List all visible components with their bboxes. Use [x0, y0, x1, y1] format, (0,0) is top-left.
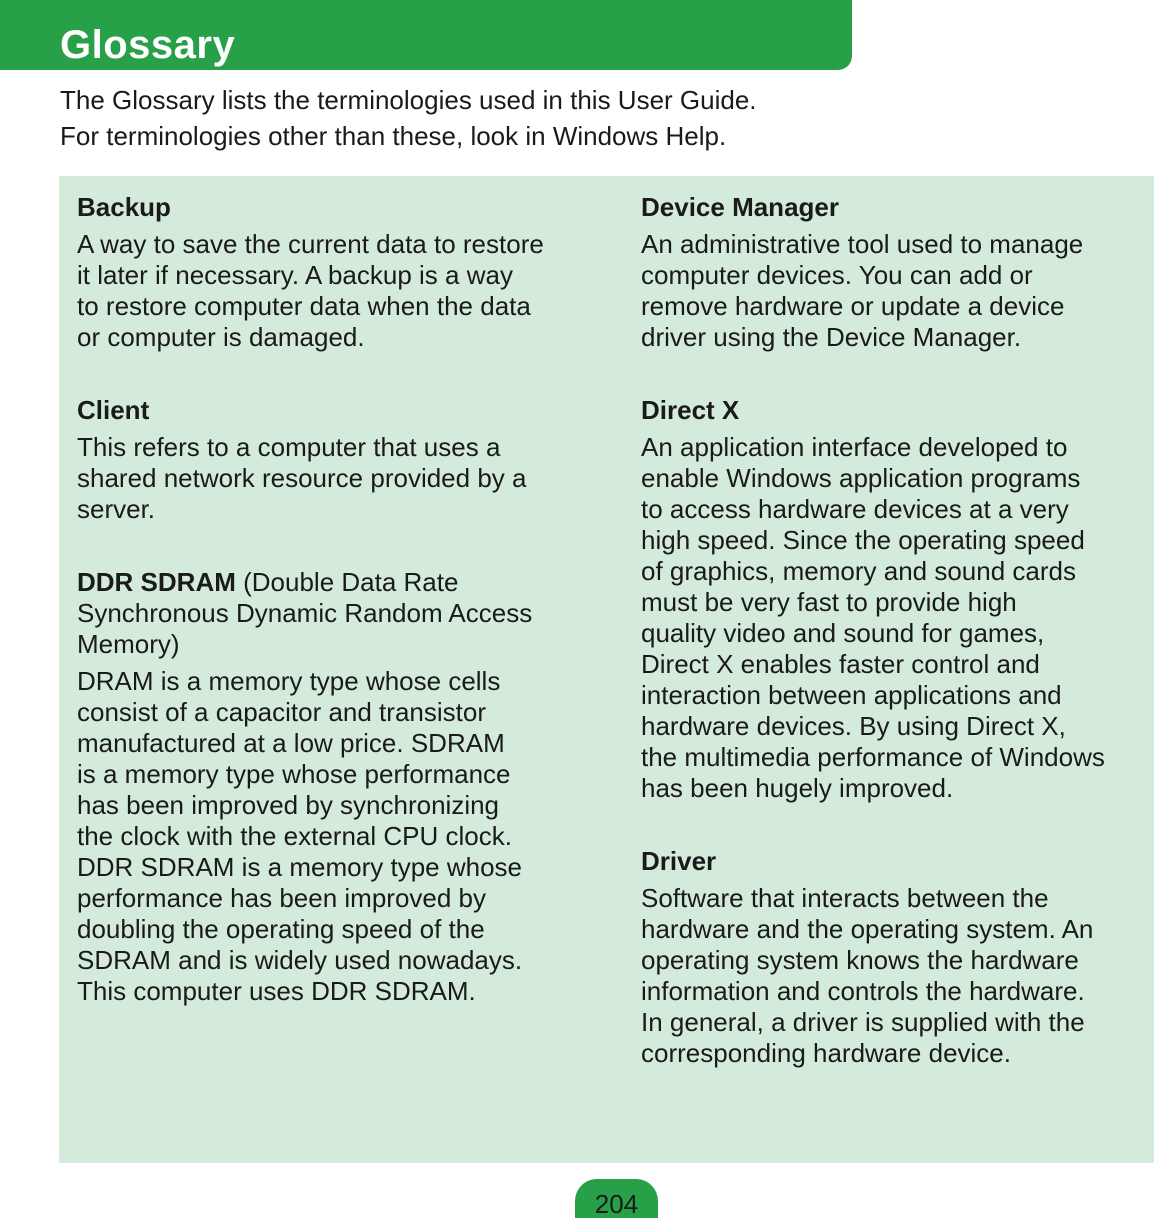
glossary-definition: A way to save the current data to restore it later if necessary. A backup is a way to restore computer data when the data or computer is damaged. [77, 229, 544, 352]
term-name: Client [77, 395, 150, 425]
term-name: Direct X [641, 395, 740, 425]
glossary-entry-ddr-sdram [77, 567, 607, 1007]
glossary-entry-client [77, 395, 607, 525]
glossary-definition: This refers to a computer that uses a shared network resource provided by a server. [77, 432, 527, 524]
term-name: Device Manager [641, 192, 839, 222]
glossary-definition: An application interface developed to enable Windows application programs to access hardware devices at a very high speed. Since the operating speed of graphics, memory and sound cards must be very fast to provide high quality video and sound for games, Direct X enables faster control and interaction between applications and hardware devices. By using Direct X, the multimedia performance of Windows has been hugely improved. [641, 432, 1105, 803]
glossary-term [641, 395, 1154, 426]
glossary-term [77, 395, 607, 426]
glossary-entry-device-manager [641, 192, 1154, 353]
term-name: DDR SDRAM [77, 567, 236, 597]
term-expansion: (Double Data Rate Synchronous Dynamic Random Access Memory) [77, 567, 533, 659]
glossary-entry-direct-x [641, 395, 1154, 804]
intro-line-2: For terminologies other than these, look in Windows Help. [60, 121, 727, 151]
glossary-definition: DRAM is a memory type whose cells consist of a capacitor and transistor manufactured at a low price. SDRAM is a memory type whose performance has been improved by synchronizing the clock with the external CPU clock. DDR SDRAM is a memory type whose performance has been improved by doubling the operating speed of the SDRAM and is widely used nowadays. This computer uses DDR SDRAM. [77, 666, 523, 1006]
glossary-definition: An administrative tool used to manage computer devices. You can add or remove hardware or update a device driver using the Device Manager. [641, 229, 1084, 352]
intro-text [60, 82, 960, 154]
glossary-term [77, 192, 607, 223]
glossary-entry-backup [77, 192, 607, 353]
page-number-tab [575, 1179, 658, 1218]
page-number: 204 [594, 1189, 639, 1219]
glossary-entry-driver [641, 846, 1154, 1069]
glossary-term [77, 567, 607, 660]
intro-line-1: The Glossary lists the terminologies used in this User Guide. [60, 85, 757, 115]
glossary-definition: Software that interacts between the hardware and the operating system. An operating system knows the hardware information and controls the hardware. In general, a driver is supplied with the corresponding hardware device. [641, 883, 1094, 1068]
glossary-column-left [77, 192, 607, 1007]
page-title: Glossary [60, 23, 236, 67]
glossary-panel [59, 176, 1154, 1163]
glossary-column-right [641, 192, 1154, 1069]
term-name: Driver [641, 846, 717, 876]
term-name: Backup [77, 192, 171, 222]
glossary-term [641, 192, 1154, 223]
glossary-term [641, 846, 1154, 877]
